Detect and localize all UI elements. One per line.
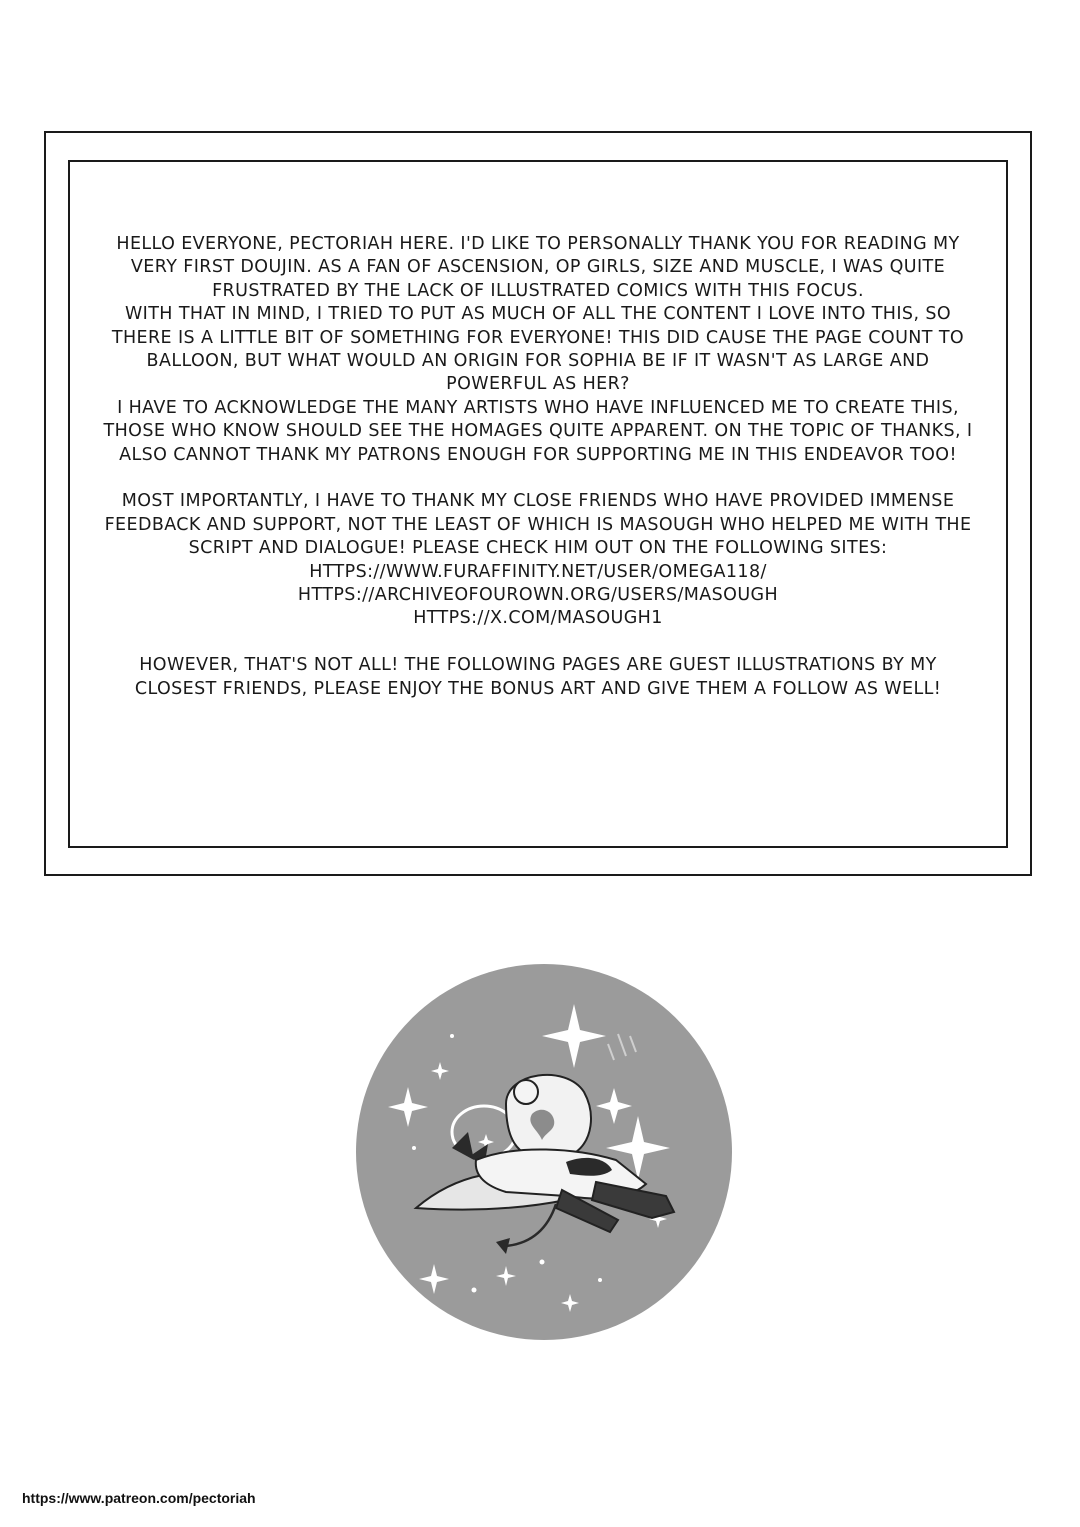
link-archiveofourown[interactable]: HTTPS://ARCHIVEOFOUROWN.ORG/USERS/MASOUGH — [297, 585, 779, 606]
letter-paragraph-intro: HELLO EVERYONE, PECTORIAH HERE. I'D LIKE TO PERSONALLY THANK YOU FOR READING MY VERY FIRST DOUJIN. AS A FAN OF ASCENSION, OP GIRLS, SIZE AND MUSCLE, I WAS QUITE FRUSTRATED BY THE LACK OF ILLUSTRATED COMICS WITH THIS FOCUS. — [116, 234, 960, 301]
link-furaffinity[interactable]: HTTPS://WWW.FURAFFINITY.NET/USER/OMEGA118/ — [309, 561, 767, 582]
letter-paragraph-artists: I HAVE TO ACKNOWLEDGE THE MANY ARTISTS WHO HAVE INFLUENCED ME TO CREATE THIS, THOSE WHO KNOW SHOULD SEE THE HOMAGES QUITE APPARENT. ON THE TOPIC OF THANKS, I ALSO CANNOT THANK MY PATRONS ENOUGH FOR SUPPORTING ME IN THIS ENDEAVOR TOO! — [103, 397, 973, 465]
paragraph-spacer — [96, 467, 980, 490]
letter-paragraph-friends: MOST IMPORTANTLY, I HAVE TO THANK MY CLOSE FRIENDS WHO HAVE PROVIDED IMMENSE FEEDBACK AND SUPPORT, NOT THE LEAST OF WHICH IS MASOUGH WHO HELPED ME WITH THE SCRIPT AND DIALOGUE! PLEASE CHECK HIM OUT ON THE FOLLOWING SITES: — [104, 491, 972, 559]
thank-you-letter — [96, 233, 980, 701]
paragraph-spacer — [96, 631, 980, 654]
sleeping-character-illustration — [356, 964, 732, 1340]
letter-paragraph-content: WITH THAT IN MIND, I TRIED TO PUT AS MUCH OF ALL THE CONTENT I LOVE INTO THIS, SO THERE IS A LITTLE BIT OF SOMETHING FOR EVERYONE! THIS DID CAUSE THE PAGE COUNT TO BALLOON, BUT WHAT WOULD AN ORIGIN FOR SOPHIA BE IF IT WASN'T AS LARGE AND POWERFUL AS HER? — [111, 304, 965, 395]
patreon-link[interactable]: https://www.patreon.com/pectoriah — [22, 1490, 256, 1506]
letter-paragraph-bonus: HOWEVER, THAT'S NOT ALL! THE FOLLOWING PAGES ARE GUEST ILLUSTRATIONS BY MY CLOSEST FRIENDS, PLEASE ENJOY THE BONUS ART AND GIVE THEM A FOLLOW AS WELL! — [134, 655, 942, 699]
link-x[interactable]: HTTPS://X.COM/MASOUGH1 — [413, 608, 663, 629]
